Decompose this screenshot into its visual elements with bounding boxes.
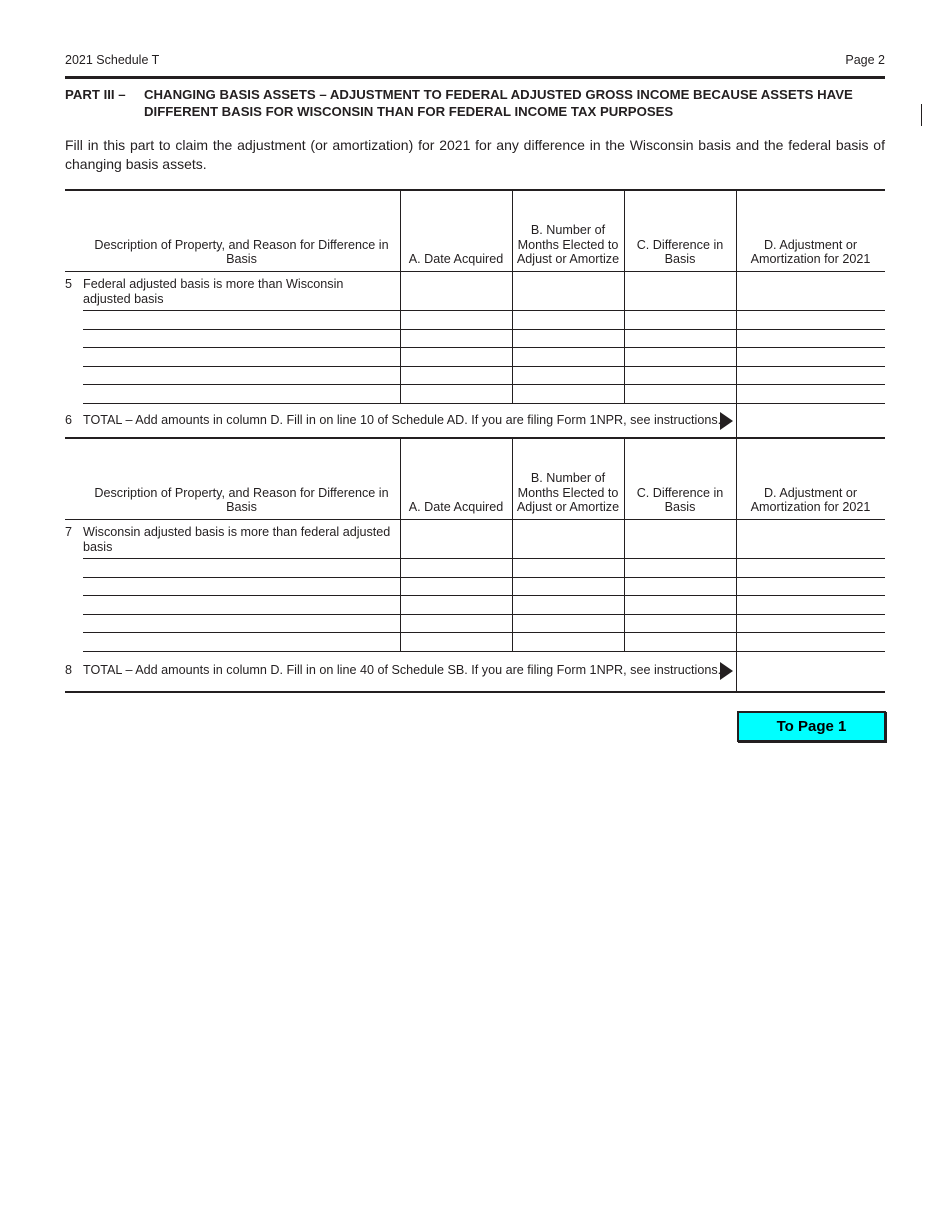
- difference-input[interactable]: [625, 520, 736, 558]
- date-acquired-input[interactable]: [401, 559, 512, 577]
- description-input[interactable]: [83, 348, 400, 366]
- months-elected-input[interactable]: [513, 311, 624, 329]
- col-header-months-elected: [512, 441, 624, 514]
- col-header-months-elected-text: B. Number of Months Elected to Adjust or Amortize: [516, 471, 620, 514]
- intro-text: Fill in this part to claim the adjustment (or amortization) for 2021 for any difference in the Wisconsin basis and the federal basis of changing basis assets.: [65, 137, 885, 172]
- adjustment-input[interactable]: [737, 615, 885, 633]
- text-cursor: [921, 104, 922, 126]
- col-header-date-acquired-text: A. Date Acquired: [408, 251, 504, 266]
- total-input[interactable]: [737, 404, 885, 438]
- col-header-adjustment-text: D. Adjustment or Amortization for 2021: [750, 485, 871, 514]
- total-line-label: TOTAL – Add amounts in column D. Fill in on line 10 of Schedule AD. If you are filing Form 1NPR, see instructions.: [83, 412, 722, 427]
- date-acquired-input[interactable]: [401, 578, 512, 596]
- date-acquired-input[interactable]: [401, 311, 512, 329]
- difference-input[interactable]: [625, 367, 736, 385]
- table-top-rule: [65, 437, 885, 439]
- date-acquired-input[interactable]: [401, 596, 512, 614]
- adjustment-input[interactable]: [737, 348, 885, 366]
- description-input[interactable]: [83, 615, 400, 633]
- months-elected-input[interactable]: [513, 367, 624, 385]
- adjustment-input[interactable]: [737, 559, 885, 577]
- adjustment-input[interactable]: [737, 385, 885, 403]
- col-header-difference-text: C. Difference in Basis: [636, 485, 724, 514]
- col-header-date-acquired-text: A. Date Acquired: [408, 499, 504, 514]
- adjustment-input[interactable]: [737, 330, 885, 348]
- months-elected-input[interactable]: [513, 559, 624, 577]
- col-header-description: [83, 441, 400, 514]
- description-input[interactable]: [83, 330, 400, 348]
- months-elected-input[interactable]: [513, 615, 624, 633]
- date-acquired-input[interactable]: [401, 348, 512, 366]
- table-bottom-rule: [65, 691, 885, 693]
- total-line-number: 6: [65, 412, 73, 427]
- col-header-difference: [624, 193, 736, 266]
- section-wisconsin-more: [65, 437, 885, 692]
- description-input[interactable]: [83, 578, 400, 596]
- page-label: Page 2: [845, 53, 885, 67]
- date-acquired-input[interactable]: [401, 615, 512, 633]
- col-header-description: [83, 193, 400, 266]
- date-acquired-input[interactable]: [401, 385, 512, 403]
- line-label: Wisconsin adjusted basis is more than federal adjusted basis: [83, 525, 391, 554]
- adjustment-input[interactable]: [737, 578, 885, 596]
- adjustment-input[interactable]: [737, 520, 885, 558]
- difference-input[interactable]: [625, 385, 736, 403]
- adjustment-input[interactable]: [737, 633, 885, 651]
- months-elected-input[interactable]: [513, 348, 624, 366]
- difference-input[interactable]: [625, 348, 736, 366]
- right-triangle-icon: [720, 662, 733, 680]
- col-header-date-acquired: [400, 441, 512, 514]
- description-input[interactable]: [83, 559, 400, 577]
- header-rule: [65, 76, 885, 79]
- col-header-date-acquired: [400, 193, 512, 266]
- col-header-description-text: Description of Property, and Reason for Difference in Basis: [94, 237, 389, 266]
- months-elected-input[interactable]: [513, 520, 624, 558]
- adjustment-input[interactable]: [737, 272, 885, 310]
- date-acquired-input[interactable]: [401, 367, 512, 385]
- col-header-difference-text: C. Difference in Basis: [636, 237, 724, 266]
- adjustment-input[interactable]: [737, 367, 885, 385]
- adjustment-input[interactable]: [737, 311, 885, 329]
- right-triangle-icon: [720, 412, 733, 430]
- form-title: 2021 Schedule T: [65, 53, 160, 67]
- months-elected-input[interactable]: [513, 385, 624, 403]
- description-input[interactable]: [83, 596, 400, 614]
- table-top-rule: [65, 189, 885, 191]
- to-page-1-button[interactable]: To Page 1: [737, 711, 886, 742]
- total-input[interactable]: [737, 652, 885, 691]
- col-header-difference: [624, 441, 736, 514]
- col-header-months-elected-text: B. Number of Months Elected to Adjust or Amortize: [516, 223, 620, 266]
- months-elected-input[interactable]: [513, 578, 624, 596]
- date-acquired-input[interactable]: [401, 520, 512, 558]
- col-header-description-text: Description of Property, and Reason for Difference in Basis: [94, 485, 389, 514]
- total-line-number: 8: [65, 663, 73, 677]
- description-input[interactable]: [83, 633, 400, 651]
- col-header-adjustment-text: D. Adjustment or Amortization for 2021: [750, 237, 871, 266]
- total-line-label: TOTAL – Add amounts in column D. Fill in on line 40 of Schedule SB. If you are filing Form 1NPR, see instructions.: [83, 663, 722, 677]
- difference-input[interactable]: [625, 559, 736, 577]
- col-header-months-elected: [512, 193, 624, 266]
- date-acquired-input[interactable]: [401, 633, 512, 651]
- months-elected-input[interactable]: [513, 272, 624, 310]
- line-number: 5: [65, 277, 73, 291]
- line-number: 7: [65, 525, 73, 539]
- description-input[interactable]: [83, 367, 400, 385]
- difference-input[interactable]: [625, 311, 736, 329]
- difference-input[interactable]: [625, 615, 736, 633]
- months-elected-input[interactable]: [513, 633, 624, 651]
- months-elected-input[interactable]: [513, 596, 624, 614]
- difference-input[interactable]: [625, 330, 736, 348]
- part-title: CHANGING BASIS ASSETS – ADJUSTMENT TO FEDERAL ADJUSTED GROSS INCOME BECAUSE ASSETS HAVE DIFFERENT BASIS FOR WISCONSIN THAN FOR FEDERAL INCOME TAX PURPOSES: [144, 87, 853, 119]
- line-label: Federal adjusted basis is more than Wisconsin adjusted basis: [83, 277, 344, 306]
- description-input[interactable]: [83, 385, 400, 403]
- months-elected-input[interactable]: [513, 330, 624, 348]
- difference-input[interactable]: [625, 578, 736, 596]
- date-acquired-input[interactable]: [401, 330, 512, 348]
- col-header-adjustment: [736, 193, 885, 266]
- adjustment-input[interactable]: [737, 596, 885, 614]
- col-header-adjustment: [736, 441, 885, 514]
- description-input[interactable]: [83, 311, 400, 329]
- difference-input[interactable]: [625, 596, 736, 614]
- section-federal-more: [65, 189, 885, 439]
- difference-input[interactable]: [625, 633, 736, 651]
- difference-input[interactable]: [625, 272, 736, 310]
- date-acquired-input[interactable]: [401, 272, 512, 310]
- part-label: PART III –: [65, 87, 126, 102]
